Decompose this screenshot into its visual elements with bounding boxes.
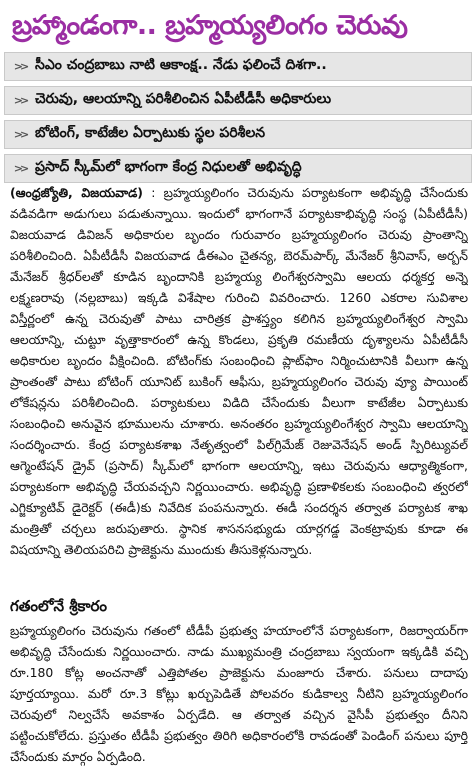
double-chevron-icon: >> xyxy=(13,94,27,107)
highlight-item xyxy=(4,154,472,183)
article-paragraph-2: బ్రహ్మయ్యలింగం చెరువును గతంలో టీడీపీ ప్రభుత్వ హయాంలోనే పర్యాటకంగా, రిజర్వాయర్‌గా అభివృద్ధి చేసేందుకు నిర్ణయించారు. నాడు ముఖ్యమంత్రి చంద్రబాబు స్వయంగా ఇక్కడికి వచ్చి రూ.180 కోట్ల అంచనాతో ఎత్తిపోతల ప్రాజెక్టును మంజూరు చేశారు. పనులు దాదాపు పూర్తయ్యాయి. మరో రూ.3 కోట్లు ఖర్చుపెడితే పోలవరం కుడికాల్వ నీటిని బ్రహ్మయ్యలింగం చెరువులో నిల్వచేసే అవకాశం ఏర్పడేది. ఆ తర్వాత వచ్చిన వైసీపీ ప్రభుత్వం దీనిని పట్టించుకోలేదు. ప్రస్తుతం టీడీపీ ప్రభుత్వం తిరిగి అధికారంలోకి రావడంతో పెండింగ్ పనులు పూర్తి చేసేందుకు మార్గం ఏర్పడింది. xyxy=(10,623,468,764)
highlight-text: ప్రసాద్ స్కీమ్‌లో భాగంగా కేంద్ర నిధులతో అభివృద్ధి xyxy=(35,159,302,175)
highlight-text: చెరువు, ఆలయాన్ని పరిశీలించిన ఏపీటీడీసీ అధికారులు xyxy=(35,91,332,107)
paragraph-text: : బ్రహ్మయ్యలింగం చెరువును పర్యాటకంగా అభివృద్ధి చేసేందుకు వడివడిగా అడుగులు పడుతున్నాయి. ఇందులో భాగంగానే పర్యాటకాభివృద్ధి సంస్థ (ఏపీటీడీసీ) విజయవాడ డివిజన్ అధికారుల బృందం గురువారం బ్రహ్మయ్యలింగం చెరువు ప్రాంతాన్ని పరిశీలించింది. ఏపీటీడీసీ విజయవాడ డీఈఎం చైతన్య, బెరమ్‌పార్క్ మేనేజర్ శ్రీనివాస్, అర్బన్ మేనేజర్ శ్రీధర్‌లతో కూడిన బృందానికి బ్రహ్మయ్య లింగేశ్వరస్వామి ఆలయ ధర్మకర్త అన్నె లక్ష్మణరావు (నల్లబాబు) ఇక్కడి విశేషాల గురించి వివరించారు. 1260 ఎకరాల సువిశాల విస్తీర్ణంలో ఉన్న చెరువుతో పాటు చారిత్రక ప్రాశస్త్యం కలిగిన బ్రహ్మయ్యలింగేశ్వర స్వామి ఆలయాన్ని, చుట్టూ వృత్తాకారంలో ఉన్న కొండలు, ప్రకృతి రమణీయ దృశ్యాలను ఏపీటీడీసీ అధికారుల బృందం వీక్షించింది. బోటింగ్‌కు సంబంధించి ప్లాట్‌ఫాం నిర్మించుటానికి వీలుగా ఉన్న ప్రాంతంతో పాటు బోటింగ్ యూనిట్ బుకింగ్ ఆఫీసు, బ్రహ్మయ్యలింగం చెరువు వ్యూ పాయింట్ లోకేషన్లను పరిశీలించింది. పర్యాటకులు విడిది చేసేందుకు వీలుగా కాటేజీల ఏర్పాటుకు సంబంధించి అనువైన భూములను చూశారు. అనంతరం బ్రహ్మయ్యలింగేశ్వర స్వామి ఆలయాన్ని సందర్శించారు. కేంద్ర పర్యాటకశాఖ నేతృత్వంలో పిల్‌గ్రిమేజ్ రెజువెనేషన్ అండ్ స్పిరిట్యువల్ ఆగ్మెంటేషన్ డ్రైవ్ (ప్రసాద్) స్కీమ్‌లో భాగంగా ఆలయాన్ని, ఇటు చెరువును ఆధ్యాత్మికంగా, పర్యాటకంగా అభివృద్ధి చేయవచ్చని నిర్ణయించారు. అభివృద్ధి ప్రణాళికలకు సంబంధించి త్వరలో ఎగ్జిక్యూటివ్ డైరెక్టర్ (ఈడీ)కు నివేదిక పంపనున్నారు. ఈడీ సందర్శన తర్వాత పర్యాటక శాఖ మంత్రితో చర్చలు జరుపుతారు. స్థానిక శాసనసభ్యుడు యార్లగడ్డ వెంకట్రావుకు కూడా ఈ విషయాన్ని తెలియపరిచి ప్రాజెక్టును ముందుకు తీసుకెళ్లనున్నారు. xyxy=(10,185,468,557)
highlight-text: సీఎం చంద్రబాబు నాటి ఆకాంక్ష.. నేడు ఫలించే దిశగా.. xyxy=(35,57,327,73)
highlights-list xyxy=(4,52,472,188)
highlight-text: బోటింగ్, కాటేజీల ఏర్పాటుకు స్థల పరిశీలన xyxy=(35,125,266,141)
article-paragraph-1 xyxy=(10,182,468,590)
subheading: గతంలోనే శ్రీకారం xyxy=(10,597,107,615)
double-chevron-icon: >> xyxy=(13,162,27,175)
highlight-item xyxy=(4,120,472,149)
headline: బ్రహ్మాండంగా.. బ్రహ్మయ్యలింగం చెరువు xyxy=(12,10,408,41)
double-chevron-icon: >> xyxy=(13,128,27,141)
dateline: (ఆంధ్రజ్యోతి, విజయవాడ) xyxy=(10,185,143,200)
highlight-item xyxy=(4,52,472,81)
highlight-item xyxy=(4,86,472,115)
double-chevron-icon: >> xyxy=(13,60,27,73)
